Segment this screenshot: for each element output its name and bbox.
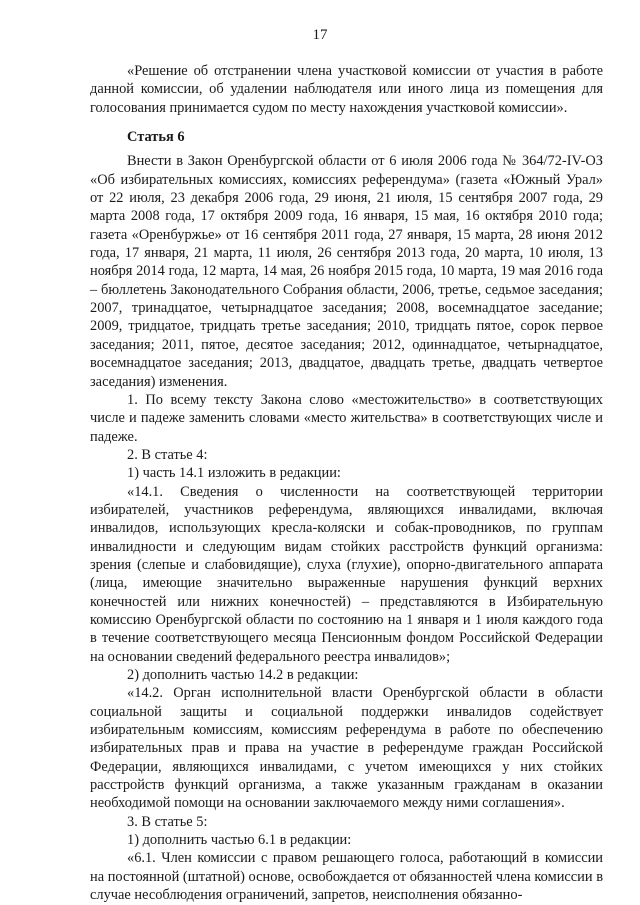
paragraph-subitem-2: 2) дополнить частью 14.2 в редакции: [127,667,359,683]
page-number: 17 [312,27,328,43]
paragraph-subitem-3-1: 1) дополнить частью 6.1 в редакции: [127,832,352,849]
article-heading: Статья 6 [127,129,185,146]
paragraph-item-3: 3. В статье 5: [127,813,208,830]
paragraph-law-amendment-intro: Внести в Закон Оренбургской области от 6 июля 2006 года № 364/72-IV-ОЗ «Об избирательных комиссиях, комиссиях референдума» (газета «Южный Урал» от 22 июля, 23 декабря 2006 года, 29 июня, 21 июля, 15 сентября 2007 года, 29 марта 2008 года, 17 октября 2009 года, 16 января, 15 мая, 16 октября 2010 года; газета «Оренбуржье» от 16 сентября 2011 года, 27 января, 15 марта, 28 июня 2012 года, 17 января, 21 марта, 11 июля, 26 сентября 2013 года, 20 марта, 10 июля, 13 ноября 2014 года, 12 марта, 14 мая, 26 ноября 2015 года, 10 марта, 19 мая 2016 года – бюллетень Законодательного Собрания области, 2006, третье, седьмое заседания; 2007, тринадцатое, четырнадцатое заседания; 2008, восемнадцатое заседание; 2009, тридцатое, тридцать третье заседания; 2010, тридцать пятое, сорок первое заседания; 2011, пятое, десятое заседания; 2012, одиннадцатое, четырнадцатое, восемнадцатое заседания; 2013, двадцатое, двадцать третье, двадцать четвертое заседания) изменения. [90,153,603,390]
document-body [90,62,603,904]
paragraph-subitem-1: 1) часть 14.1 изложить в редакции: [127,465,341,482]
paragraph-part-14-2: «14.2. Орган исполнительной власти Оренбургской области в области социальной защиты и социальной поддержки инвалидов содействует избирательным комиссиям, комиссиям референдума в работе по обеспечению избирательных прав и права на участие в референдуме граждан Российской Федерации, являющихся инвалидами, с учетом имеющихся у них стойких расстройств функций организма, а также указанным гражданам в оказании необходимой помощи на основании заключаемого между ними соглашения». [90,685,603,812]
paragraph-item-1: 1. По всему тексту Закона слово «местожительство» в соответствующих числе и падеже заменить словами «место жительства» в соответствующих числе и падеже. [90,391,603,445]
paragraph-court-decision: «Решение об отстранении члена участковой комиссии от участия в работе данной комиссии, об удалении наблюдателя или иного лица из помещения для голосования принимается судом по месту нахождения участковой комиссии». [90,63,603,116]
paragraph-part-14-1: «14.1. Сведения о численности на соответствующей территории избирателей, участников референдума, являющихся инвалидами, включая инвалидов, использующих кресла-коляски и собак-проводников, по группам инвалидности и следующим видам стойких расстройств функций организма: зрения (слепые и слабовидящие), слуха (глухие), опорно-двигательного аппарата (лица, имеющие значительно выраженные нарушения функций верхних конечностей или нижних конечностей) – представляются в Избирательную комиссию Оренбургской области по состоянию на 1 января и 1 июля каждого года в течение соответствующего месяца Пенсионным фондом Российской Федерации на основании сведений федерального реестра инвалидов»; [90,483,603,665]
paragraph-part-6-1: «6.1. Член комиссии с правом решающего голоса, работающий в комиссии на постоянной (штатной) основе, освобождается от обязанностей члена комиссии в случае несоблюдения ограничений, запретов, неисполнения обязанно- [90,850,603,904]
paragraph-item-2: 2. В статье 4: [127,446,208,463]
spacer [90,117,603,128]
